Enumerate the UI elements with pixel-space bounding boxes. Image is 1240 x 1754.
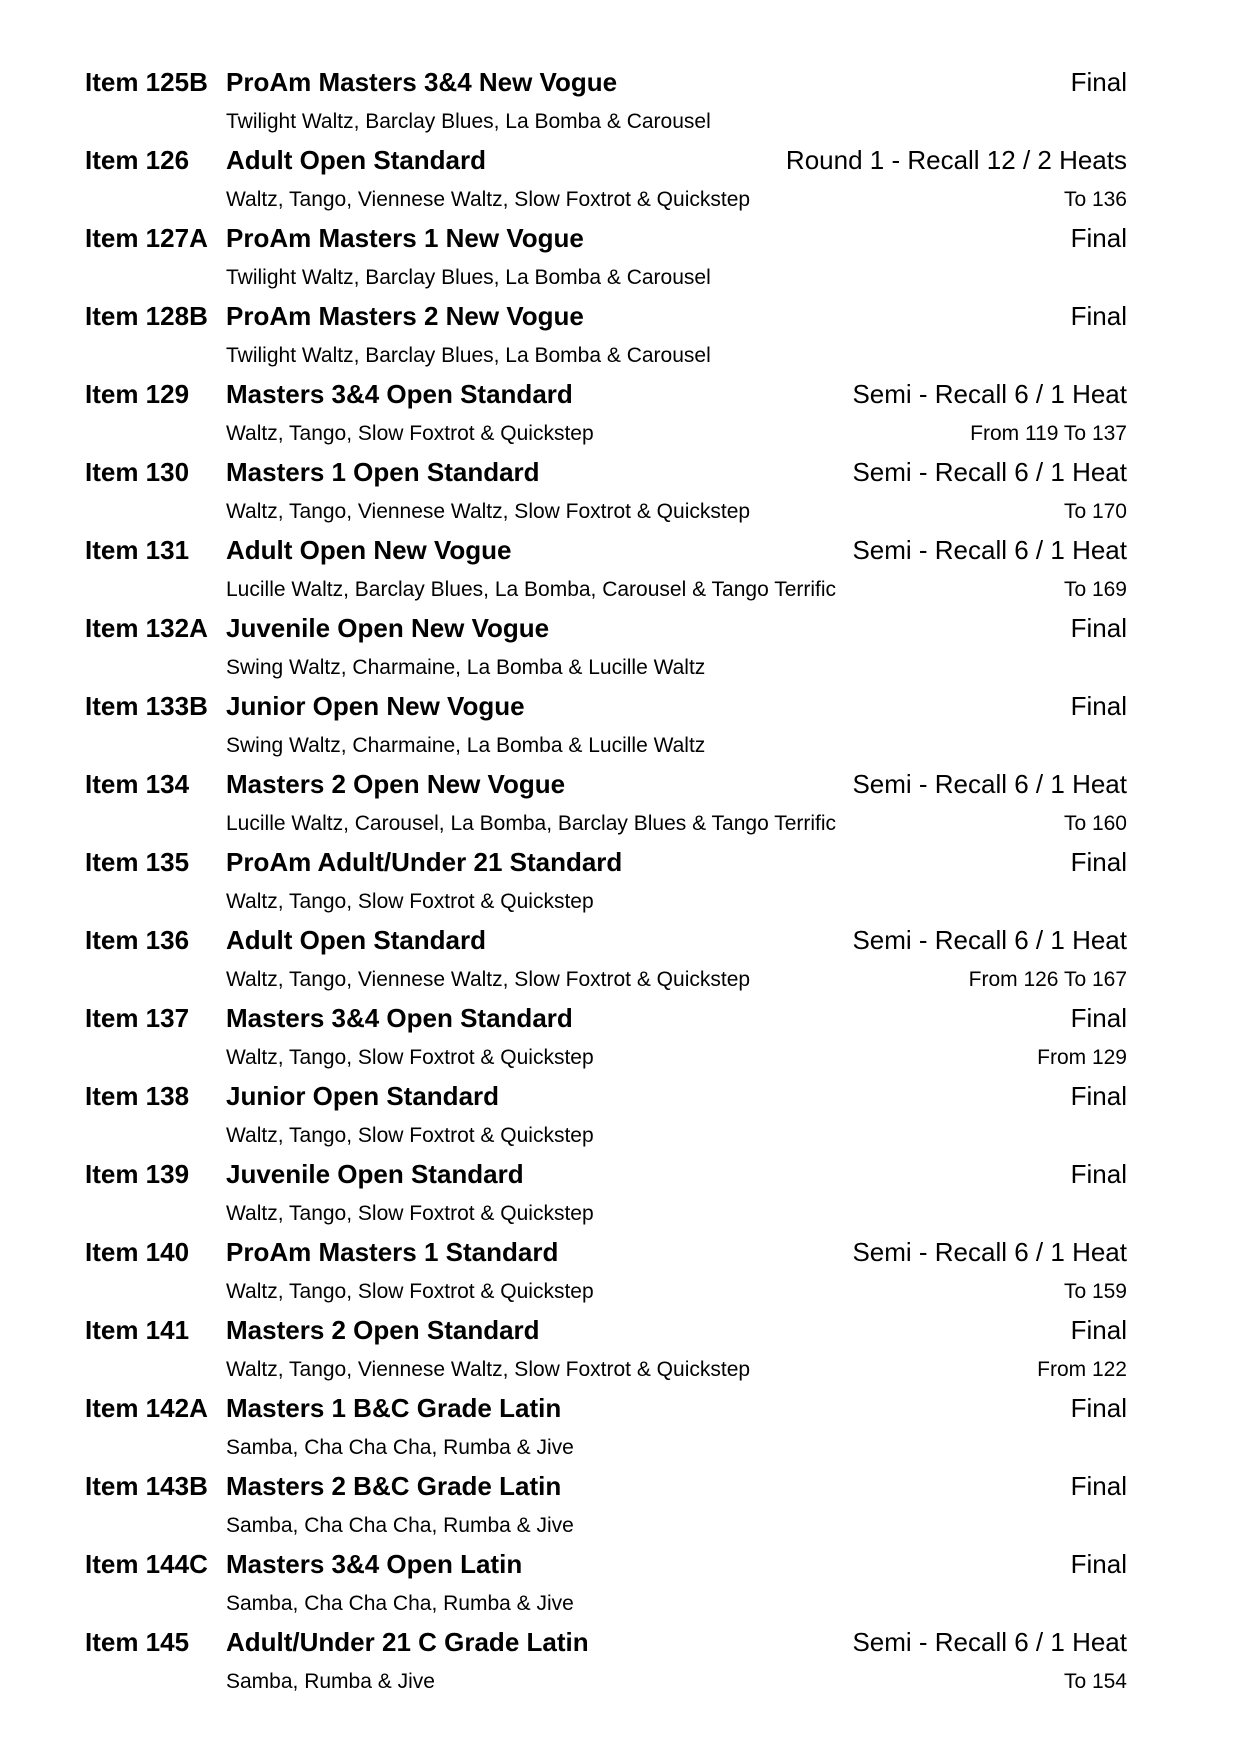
- recall-note: To 154: [1063, 1670, 1127, 1693]
- item-title-row: [85, 1233, 1127, 1272]
- item-row: [85, 609, 1127, 687]
- recall-note: To 159: [1063, 1280, 1127, 1303]
- item-number: Item 144C: [85, 1549, 208, 1579]
- item-row: [85, 297, 1127, 375]
- item-title-row: [85, 1545, 1127, 1584]
- event-name: ProAm Adult/Under 21 Standard: [226, 847, 623, 877]
- round-status: Semi - Recall 6 / 1 Heat: [852, 379, 1127, 409]
- dance-list: Waltz, Tango, Viennese Waltz, Slow Foxtrot & Quickstep: [226, 188, 751, 211]
- round-status: Final: [1070, 1549, 1127, 1579]
- item-title-row: [85, 1155, 1127, 1194]
- dance-list: Waltz, Tango, Slow Foxtrot & Quickstep: [226, 1280, 594, 1303]
- round-status: Final: [1070, 1393, 1127, 1423]
- item-detail-row: [85, 1584, 1127, 1623]
- item-title-row: [85, 843, 1127, 882]
- dance-list: Swing Waltz, Charmaine, La Bomba & Lucille Waltz: [226, 656, 706, 679]
- item-number: Item 139: [85, 1159, 190, 1189]
- dance-list: Waltz, Tango, Viennese Waltz, Slow Foxtrot & Quickstep: [226, 968, 751, 991]
- dance-list: Waltz, Tango, Slow Foxtrot & Quickstep: [226, 1124, 594, 1147]
- round-status: Semi - Recall 6 / 1 Heat: [852, 1627, 1127, 1657]
- item-number: Item 141: [85, 1315, 190, 1345]
- item-row: [85, 141, 1127, 219]
- item-row: [85, 1155, 1127, 1233]
- item-number: Item 125B: [85, 67, 208, 97]
- item-list: [85, 63, 1127, 1701]
- item-number: Item 134: [85, 769, 190, 799]
- item-row: [85, 375, 1127, 453]
- item-detail-row: [85, 414, 1127, 453]
- event-name: Adult Open New Vogue: [226, 535, 512, 565]
- item-detail-row: [85, 492, 1127, 531]
- round-status: Final: [1070, 847, 1127, 877]
- item-number: Item 140: [85, 1237, 190, 1267]
- item-row: [85, 1077, 1127, 1155]
- item-title-row: [85, 1389, 1127, 1428]
- recall-note: To 136: [1063, 188, 1127, 211]
- round-status: Semi - Recall 6 / 1 Heat: [852, 769, 1127, 799]
- item-number: Item 132A: [85, 613, 208, 643]
- event-name: Masters 1 B&C Grade Latin: [226, 1393, 562, 1423]
- item-row: [85, 1545, 1127, 1623]
- round-status: Final: [1070, 691, 1127, 721]
- item-row: [85, 999, 1127, 1077]
- item-detail-row: [85, 726, 1127, 765]
- round-status: Semi - Recall 6 / 1 Heat: [852, 457, 1127, 487]
- dance-list: Samba, Cha Cha Cha, Rumba & Jive: [226, 1514, 574, 1537]
- item-number: Item 143B: [85, 1471, 208, 1501]
- recall-note: From 119 To 137: [970, 422, 1127, 445]
- recall-note: From 126 To 167: [968, 968, 1127, 991]
- item-detail-row: [85, 1116, 1127, 1155]
- item-title-row: [85, 297, 1127, 336]
- dance-list: Waltz, Tango, Slow Foxtrot & Quickstep: [226, 422, 594, 445]
- item-title-row: [85, 375, 1127, 414]
- round-status: Final: [1070, 223, 1127, 253]
- dance-list: Swing Waltz, Charmaine, La Bomba & Lucille Waltz: [226, 734, 706, 757]
- item-title-row: [85, 141, 1127, 180]
- item-detail-row: [85, 1506, 1127, 1545]
- event-name: Masters 1 Open Standard: [226, 457, 540, 487]
- round-status: Final: [1070, 1471, 1127, 1501]
- item-title-row: [85, 219, 1127, 258]
- event-name: ProAm Masters 2 New Vogue: [226, 301, 584, 331]
- item-number: Item 131: [85, 535, 190, 565]
- item-title-row: [85, 453, 1127, 492]
- item-number: Item 126: [85, 145, 190, 175]
- recall-note: To 160: [1063, 812, 1127, 835]
- item-number: Item 136: [85, 925, 190, 955]
- item-number: Item 130: [85, 457, 190, 487]
- item-title-row: [85, 999, 1127, 1038]
- dance-list: Samba, Rumba & Jive: [226, 1670, 435, 1693]
- item-row: [85, 765, 1127, 843]
- item-row: [85, 687, 1127, 765]
- dance-list: Waltz, Tango, Slow Foxtrot & Quickstep: [226, 890, 594, 913]
- item-detail-row: [85, 258, 1127, 297]
- item-number: Item 145: [85, 1627, 190, 1657]
- dance-list: Waltz, Tango, Slow Foxtrot & Quickstep: [226, 1046, 594, 1069]
- event-name: Masters 3&4 Open Latin: [226, 1549, 523, 1579]
- round-status: Final: [1070, 1159, 1127, 1189]
- round-status: Final: [1070, 613, 1127, 643]
- round-status: Round 1 - Recall 12 / 2 Heats: [785, 145, 1127, 175]
- item-title-row: [85, 1311, 1127, 1350]
- event-name: ProAm Masters 1 New Vogue: [226, 223, 584, 253]
- dance-list: Twilight Waltz, Barclay Blues, La Bomba & Carousel: [226, 344, 711, 367]
- recall-note: From 122: [1037, 1358, 1127, 1381]
- item-detail-row: [85, 804, 1127, 843]
- round-status: Final: [1070, 1003, 1127, 1033]
- item-row: [85, 1233, 1127, 1311]
- item-detail-row: [85, 570, 1127, 609]
- round-status: Semi - Recall 6 / 1 Heat: [852, 1237, 1127, 1267]
- item-detail-row: [85, 1272, 1127, 1311]
- round-status: Final: [1070, 67, 1127, 97]
- dance-list: Samba, Cha Cha Cha, Rumba & Jive: [226, 1592, 574, 1615]
- item-number: Item 142A: [85, 1393, 208, 1423]
- item-number: Item 137: [85, 1003, 190, 1033]
- event-name: ProAm Masters 3&4 New Vogue: [226, 67, 618, 97]
- event-name: Juvenile Open New Vogue: [226, 613, 550, 643]
- dance-list: Samba, Cha Cha Cha, Rumba & Jive: [226, 1436, 574, 1459]
- item-detail-row: [85, 960, 1127, 999]
- event-name: Junior Open Standard: [226, 1081, 500, 1111]
- item-detail-row: [85, 1662, 1127, 1701]
- item-detail-row: [85, 1350, 1127, 1389]
- item-title-row: [85, 1623, 1127, 1662]
- item-row: [85, 1623, 1127, 1701]
- item-title-row: [85, 609, 1127, 648]
- item-detail-row: [85, 180, 1127, 219]
- item-row: [85, 453, 1127, 531]
- recall-note: From 129: [1037, 1046, 1127, 1069]
- item-detail-row: [85, 336, 1127, 375]
- item-row: [85, 63, 1127, 141]
- round-status: Semi - Recall 6 / 1 Heat: [852, 925, 1127, 955]
- item-title-row: [85, 63, 1127, 102]
- dance-list: Waltz, Tango, Slow Foxtrot & Quickstep: [226, 1202, 594, 1225]
- event-name: Junior Open New Vogue: [226, 691, 525, 721]
- dance-list: Twilight Waltz, Barclay Blues, La Bomba & Carousel: [226, 266, 711, 289]
- item-row: [85, 921, 1127, 999]
- item-row: [85, 1311, 1127, 1389]
- item-detail-row: [85, 1038, 1127, 1077]
- dance-list: Lucille Waltz, Barclay Blues, La Bomba, Carousel & Tango Terrific: [226, 578, 837, 601]
- recall-note: To 169: [1063, 578, 1127, 601]
- item-number: Item 138: [85, 1081, 190, 1111]
- item-number: Item 129: [85, 379, 190, 409]
- item-detail-row: [85, 1194, 1127, 1233]
- event-name: Masters 3&4 Open Standard: [226, 1003, 573, 1033]
- item-title-row: [85, 687, 1127, 726]
- item-row: [85, 219, 1127, 297]
- item-detail-row: [85, 1428, 1127, 1467]
- event-name: Masters 2 Open Standard: [226, 1315, 540, 1345]
- round-status: Final: [1070, 1315, 1127, 1345]
- item-detail-row: [85, 882, 1127, 921]
- item-row: [85, 843, 1127, 921]
- event-name: Masters 3&4 Open Standard: [226, 379, 573, 409]
- item-detail-row: [85, 648, 1127, 687]
- dance-list: Twilight Waltz, Barclay Blues, La Bomba & Carousel: [226, 110, 711, 133]
- item-title-row: [85, 765, 1127, 804]
- item-row: [85, 1389, 1127, 1467]
- event-name: Juvenile Open Standard: [226, 1159, 524, 1189]
- dance-list: Waltz, Tango, Viennese Waltz, Slow Foxtrot & Quickstep: [226, 1358, 751, 1381]
- dance-list: Lucille Waltz, Carousel, La Bomba, Barclay Blues & Tango Terrific: [226, 812, 837, 835]
- event-name: Adult/Under 21 C Grade Latin: [226, 1627, 589, 1657]
- item-title-row: [85, 1077, 1127, 1116]
- round-status: Final: [1070, 301, 1127, 331]
- item-title-row: [85, 531, 1127, 570]
- round-status: Semi - Recall 6 / 1 Heat: [852, 535, 1127, 565]
- dance-list: Waltz, Tango, Viennese Waltz, Slow Foxtrot & Quickstep: [226, 500, 751, 523]
- event-name: ProAm Masters 1 Standard: [226, 1237, 559, 1267]
- item-number: Item 128B: [85, 301, 208, 331]
- recall-note: To 170: [1063, 500, 1127, 523]
- item-number: Item 133B: [85, 691, 208, 721]
- item-number: Item 135: [85, 847, 190, 877]
- event-name: Masters 2 Open New Vogue: [226, 769, 566, 799]
- round-status: Final: [1070, 1081, 1127, 1111]
- item-title-row: [85, 1467, 1127, 1506]
- event-name: Masters 2 B&C Grade Latin: [226, 1471, 562, 1501]
- event-name: Adult Open Standard: [226, 925, 486, 955]
- item-detail-row: [85, 102, 1127, 141]
- item-row: [85, 1467, 1127, 1545]
- item-title-row: [85, 921, 1127, 960]
- item-number: Item 127A: [85, 223, 208, 253]
- event-name: Adult Open Standard: [226, 145, 486, 175]
- item-row: [85, 531, 1127, 609]
